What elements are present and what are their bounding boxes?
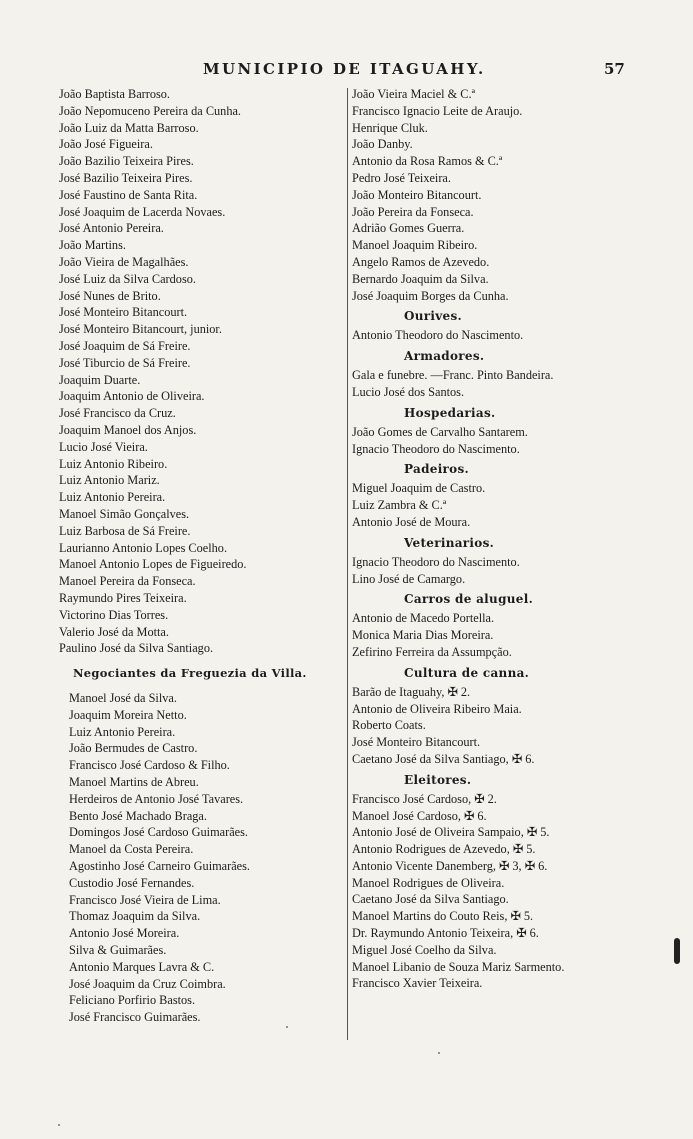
- list-item: Lucio José Vieira.: [59, 439, 148, 454]
- list-item: Antonio da Rosa Ramos & C.ª: [352, 154, 503, 169]
- list-item: João Bazilio Teixeira Pires.: [59, 154, 194, 169]
- list-item: Bento José Machado Braga.: [69, 808, 207, 823]
- list-item: Manoel da Costa Pereira.: [69, 842, 194, 857]
- list-item: Joaquim Duarte.: [59, 372, 141, 387]
- list-item: Luiz Antonio Pereira.: [59, 490, 166, 505]
- list-item: Silva & Guimarães.: [69, 943, 167, 958]
- section-heading: Cultura de canna.: [404, 665, 530, 680]
- list-item: João Bermudes de Castro.: [69, 741, 198, 756]
- list-item: Manoel Joaquim Ribeiro.: [352, 238, 478, 253]
- list-item: Laurianno Antonio Lopes Coelho.: [59, 540, 228, 555]
- list-item: Antonio José de Moura.: [352, 514, 471, 529]
- list-item: Joaquim Moreira Netto.: [69, 707, 187, 722]
- list-item: Antonio Rodrigues de Azevedo, ✠ 5.: [352, 842, 536, 857]
- page-title: MUNICIPIO DE ITAGUAHY.: [203, 60, 486, 78]
- list-item: Luiz Barbosa de Sá Freire.: [59, 523, 191, 538]
- list-item: Antonio José Moreira.: [69, 926, 180, 941]
- list-item: Pedro José Teixeira.: [352, 170, 451, 185]
- list-item: José Joaquim da Cruz Coimbra.: [69, 976, 226, 991]
- list-item: João Baptista Barroso.: [59, 87, 170, 101]
- list-item: José Joaquim Borges da Cunha.: [352, 288, 509, 303]
- list-item: Gala e funebre. —Franc. Pinto Bandeira.: [352, 368, 554, 383]
- list-item: Manoel José Cardoso, ✠ 6.: [352, 808, 487, 823]
- list-item: Bernardo Joaquim da Silva.: [352, 271, 489, 286]
- list-item: José Faustino de Santa Rita.: [59, 187, 198, 202]
- list-item: Caetano José da Silva Santiago, ✠ 6.: [352, 751, 535, 766]
- left-column: [59, 86, 349, 1026]
- list-item: João Monteiro Bitancourt.: [352, 187, 482, 202]
- margin-ink-mark: [674, 938, 680, 964]
- list-item: Luiz Antonio Pereira.: [69, 724, 176, 739]
- list-item: João José Figueira.: [59, 137, 153, 152]
- list-item: Manoel Libanio de Souza Mariz Sarmento.: [352, 959, 565, 974]
- section-heading: Ourives.: [404, 309, 462, 324]
- list-item: Antonio Vicente Danemberg, ✠ 3, ✠ 6.: [352, 858, 548, 873]
- list-item: Monica Maria Dias Moreira.: [352, 628, 494, 643]
- section-heading: Veterinarios.: [404, 535, 495, 550]
- list-item: Agostinho José Carneiro Guimarães.: [69, 859, 251, 874]
- list-item: Lino José de Camargo.: [352, 571, 466, 586]
- list-item: José Francisco Guimarães.: [69, 1010, 201, 1025]
- list-item: João Pereira da Fonseca.: [352, 204, 474, 219]
- list-item: Luiz Antonio Mariz.: [59, 473, 160, 488]
- list-item: Joaquim Antonio de Oliveira.: [59, 389, 205, 404]
- section-heading: Hospedarias.: [404, 405, 496, 420]
- list-item: Luiz Antonio Ribeiro.: [59, 456, 168, 471]
- list-item: Roberto Coats.: [352, 718, 426, 733]
- list-item: João Vieira Maciel & C.ª: [352, 87, 475, 101]
- list-item: José Joaquim de Lacerda Novaes.: [59, 204, 226, 219]
- list-item: Henrique Cluk.: [352, 120, 428, 135]
- section-heading: Carros de aluguel.: [404, 592, 534, 607]
- list-item: José Monteiro Bitancourt, junior.: [59, 322, 222, 337]
- list-item: Angelo Ramos de Azevedo.: [352, 254, 490, 269]
- list-item: João Luiz da Matta Barroso.: [59, 120, 199, 135]
- list-item: Manoel Martins do Couto Reis, ✠ 5.: [352, 909, 534, 924]
- list-item: José Joaquim de Sá Freire.: [59, 338, 191, 353]
- list-item: Thomaz Joaquim da Silva.: [69, 909, 201, 924]
- list-item: Dr. Raymundo Antonio Teixeira, ✠ 6.: [352, 926, 539, 941]
- list-item: José Antonio Pereira.: [59, 221, 164, 236]
- list-item: João Danby.: [352, 137, 413, 152]
- list-item: Barão de Itaguahy, ✠ 2.: [352, 684, 471, 699]
- list-item: Adrião Gomes Guerra.: [352, 221, 465, 236]
- list-item: Caetano José da Silva Santiago.: [352, 892, 509, 907]
- section-heading: Armadores.: [404, 349, 485, 364]
- section-heading: Negociantes da Freguezia da Villa.: [73, 666, 307, 681]
- list-item: José Monteiro Bitancourt.: [59, 305, 188, 320]
- list-item: José Nunes de Brito.: [59, 288, 161, 303]
- list-item: Domingos José Cardoso Guimarães.: [69, 825, 248, 840]
- list-item: José Monteiro Bitancourt.: [352, 735, 481, 750]
- list-item: Zefirino Ferreira da Assumpção.: [352, 644, 512, 659]
- list-item: Francisco José Cardoso, ✠ 2.: [352, 791, 497, 806]
- list-item: Antonio Marques Lavra & C.: [69, 959, 215, 974]
- list-item: Manoel Pereira da Fonseca.: [59, 574, 196, 589]
- list-item: Manoel José da Silva.: [69, 691, 177, 706]
- list-item: José Tiburcio de Sá Freire.: [59, 355, 191, 370]
- list-item: Manoel Rodrigues de Oliveira.: [352, 875, 505, 890]
- list-item: José Francisco da Cruz.: [59, 406, 176, 421]
- list-item: Raymundo Pires Teixeira.: [59, 590, 187, 605]
- list-item: Francisco José Cardoso & Filho.: [69, 758, 230, 773]
- list-item: Antonio José de Oliveira Sampaio, ✠ 5.: [352, 825, 550, 840]
- list-item: João Vieira de Magalhães.: [59, 254, 189, 269]
- list-item: Herdeiros de Antonio José Tavares.: [69, 791, 244, 806]
- list-item: Victorino Dias Torres.: [59, 607, 169, 622]
- list-item: Miguel José Coelho da Silva.: [352, 942, 497, 957]
- page-number: 57: [604, 60, 625, 78]
- list-item: José Luiz da Silva Cardoso.: [59, 271, 196, 286]
- list-item: Feliciano Porfirio Bastos.: [69, 993, 196, 1008]
- list-item: Paulino José da Silva Santiago.: [59, 641, 214, 656]
- paper-speck: [438, 1052, 440, 1054]
- list-item: Manoel Simão Gonçalves.: [59, 506, 190, 521]
- list-item: Valerio José da Motta.: [59, 624, 169, 639]
- paper-speck: [286, 1026, 288, 1028]
- list-item: João Martins.: [59, 238, 126, 253]
- right-column: [352, 86, 642, 992]
- list-item: Custodio José Fernandes.: [69, 875, 195, 890]
- list-item: Antonio de Macedo Portella.: [352, 611, 495, 626]
- list-item: João Gomes de Carvalho Santarem.: [352, 424, 528, 439]
- paper-speck: [58, 1124, 60, 1126]
- list-item: Francisco José Vieira de Lima.: [69, 892, 221, 907]
- list-item: Antonio Theodoro do Nascimento.: [352, 328, 524, 343]
- section-heading: Eleitores.: [404, 772, 472, 787]
- section-heading: Padeiros.: [404, 462, 470, 477]
- list-item: Francisco Xavier Teixeira.: [352, 976, 483, 991]
- list-item: José Bazilio Teixeira Pires.: [59, 170, 193, 185]
- list-item: Luiz Zambra & C.ª: [352, 498, 447, 513]
- list-item: Manoel Antonio Lopes de Figueiredo.: [59, 557, 247, 572]
- list-item: Manoel Martins de Abreu.: [69, 775, 199, 790]
- list-item: Francisco Ignacio Leite de Araujo.: [352, 103, 523, 118]
- list-item: Antonio de Oliveira Ribeiro Maia.: [352, 701, 522, 716]
- list-item: João Nepomuceno Pereira da Cunha.: [59, 103, 242, 118]
- list-item: Ignacio Theodoro do Nascimento.: [352, 554, 520, 569]
- list-item: Ignacio Theodoro do Nascimento.: [352, 441, 520, 456]
- list-item: Joaquim Manoel dos Anjos.: [59, 422, 197, 437]
- list-item: Lucio José dos Santos.: [352, 384, 465, 399]
- list-item: Miguel Joaquim de Castro.: [352, 481, 486, 496]
